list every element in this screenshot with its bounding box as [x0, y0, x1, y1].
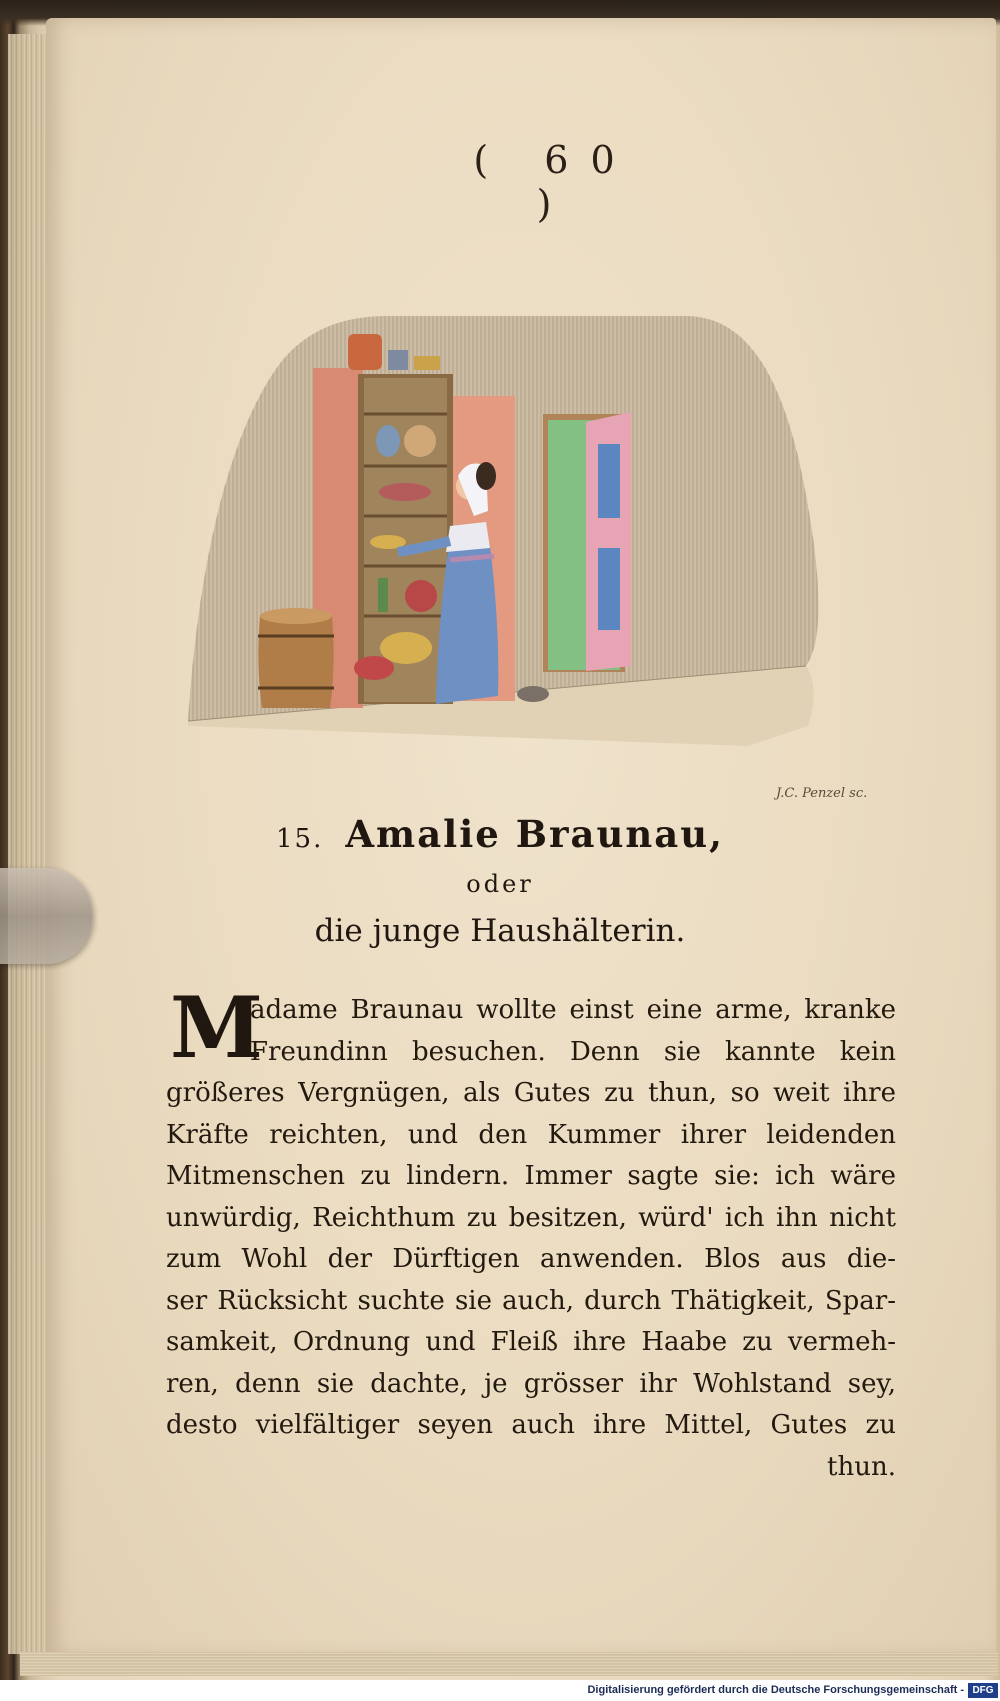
text-line: größeres Vergnügen, als Gutes zu thun, so weit ihre: [166, 1078, 896, 1108]
text-line: Kräfte reichten, und den Kummer ihrer leidenden: [166, 1119, 896, 1150]
chapter-heading: [0, 812, 1000, 856]
dfg-logo: DFG: [968, 1683, 998, 1698]
page-stack-bottom: [20, 1652, 998, 1676]
text-line: ren, denn sie dachte, je grösser ihr Wohlstand sey,: [166, 1368, 896, 1399]
chapter-connector: oder: [466, 870, 534, 898]
text-line: thun.: [827, 1451, 896, 1482]
text-line: unwürdig, Reichthum zu besitzen, würd' ich ihn nicht: [166, 1202, 896, 1233]
text-line: ser Rücksicht suchte sie auch, durch Thätigkeit, Spar-: [166, 1285, 896, 1316]
chapter-title: Amalie Braunau,: [345, 812, 725, 856]
funding-credit: Digitalisierung gefördert durch die Deutsche Forschungsgemeinschaft -: [587, 1684, 964, 1696]
body-text: [166, 990, 896, 1488]
barrel: [258, 608, 334, 708]
chapter-number: 15.: [275, 824, 324, 854]
text-line: Mitmenschen zu lindern. Immer sagte sie: ich wäre: [166, 1161, 896, 1191]
doorway: [543, 412, 631, 672]
text-line: zum Wohl der Dürftigen anwenden. Blos aus die-: [166, 1244, 896, 1274]
illustration: [188, 316, 876, 786]
engraver-signature: J.C. Penzel sc.: [776, 786, 868, 801]
text-line: Freundinn besuchen. Denn sie kannte kein: [250, 1036, 896, 1067]
footer-bar: [0, 1681, 1000, 1701]
text-line: adame Braunau wollte einst eine arme, kranke: [250, 995, 896, 1025]
chapter-subtitle: die junge Haushälterin.: [314, 913, 686, 949]
cat: [517, 686, 549, 702]
drop-cap: M: [170, 978, 263, 1077]
text-line: samkeit, Ordnung und Fleiß ihre Haabe zu vermeh-: [166, 1327, 896, 1357]
text-line: desto vielfältiger seyen auch ihre Mittel, Gutes zu: [166, 1410, 896, 1440]
page-number: ( 60 ): [473, 138, 637, 226]
